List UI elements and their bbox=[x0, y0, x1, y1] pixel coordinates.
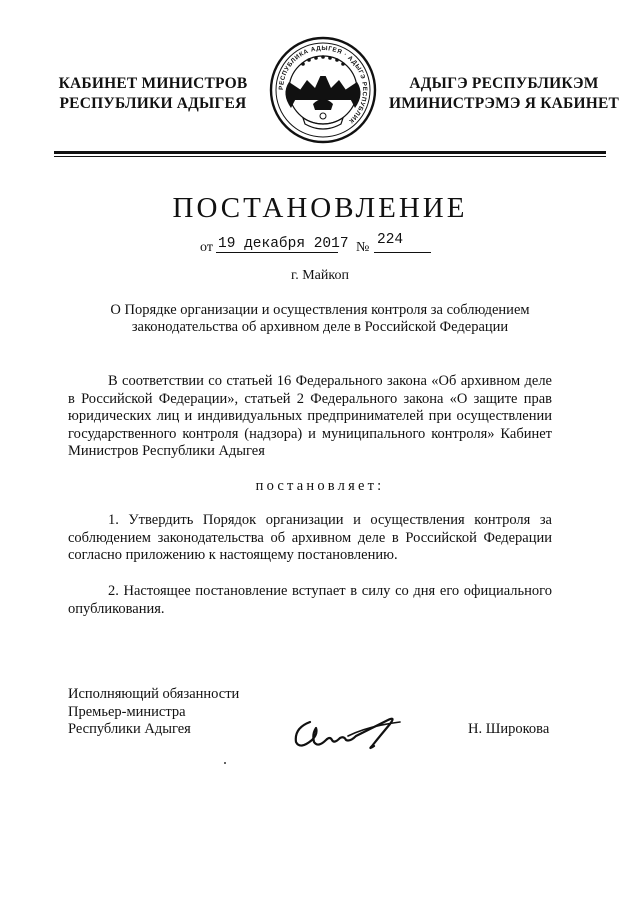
signatory-title-line-3: Республики Адыгея bbox=[68, 721, 191, 737]
decree-word: постановляет: bbox=[255, 478, 385, 494]
signatory-name: Н. Широкова bbox=[468, 721, 550, 737]
header-right-adyghe bbox=[388, 74, 620, 114]
issue-city: г. Майкоп bbox=[291, 268, 349, 283]
signatory-title-line-1: Исполняющий обязанности bbox=[68, 686, 240, 702]
scan-speck bbox=[224, 762, 226, 764]
document-number: 224 bbox=[374, 232, 431, 253]
emblem-ring-text: РЕСПУБЛИКА АДЫГЕЯ · АДЫГЭ РЕСПУБЛИК bbox=[277, 44, 369, 125]
date-number-line bbox=[0, 232, 640, 258]
document-subject: О Порядке организации и осуществления контроля за соблюдением законодательства об архивном деле в Российской Федерации bbox=[110, 302, 530, 335]
signatory-title-line-2: Премьер-министра bbox=[68, 703, 186, 720]
item-2-paragraph: 2. Настоящее постановление вступает в силу со дня его официального опубликования. bbox=[68, 583, 552, 617]
document-title: ПОСТАНОВЛЕНИЕ bbox=[172, 192, 468, 224]
number-prefix: № bbox=[356, 240, 370, 255]
date-prefix: от bbox=[200, 240, 213, 255]
header-left-ru bbox=[58, 74, 248, 114]
header-left-line-1: КАБИНЕТ МИНИСТРОВ bbox=[58, 75, 248, 92]
header-right-line-2: ИМИНИСТРЭМЭ Я КАБИНЕТ bbox=[388, 95, 620, 112]
item-1-paragraph: 1. Утвердить Порядок организации и осуществления контроля за соблюдением законодательства об архивном деле в Российской Федерации согласно приложению к настоящему постановлению. bbox=[68, 512, 552, 563]
coat-of-arms-emblem bbox=[267, 34, 379, 146]
header-right-line-1: АДЫГЭ РЕСПУБЛИКЭМ bbox=[409, 75, 599, 92]
header-divider-thin bbox=[54, 156, 606, 157]
preamble-paragraph: В соответствии со статьей 16 Федерального закона «Об архивном деле в Российской Федерации», статьей 2 Федерального закона «О защите прав юридических лиц и индивидуальных предпринимателей при осуществлении государственного контроля (надзора) и муниципального контроля» Кабинет Министров Республики Адыгея bbox=[68, 373, 552, 459]
header-left-line-2: РЕСПУБЛИКИ АДЫГЕЯ bbox=[59, 95, 247, 112]
handwritten-signature bbox=[288, 712, 408, 754]
document-date: 19 декабря 2017 bbox=[218, 236, 349, 252]
header-divider-thick bbox=[54, 151, 606, 154]
signatory-title bbox=[68, 686, 239, 739]
